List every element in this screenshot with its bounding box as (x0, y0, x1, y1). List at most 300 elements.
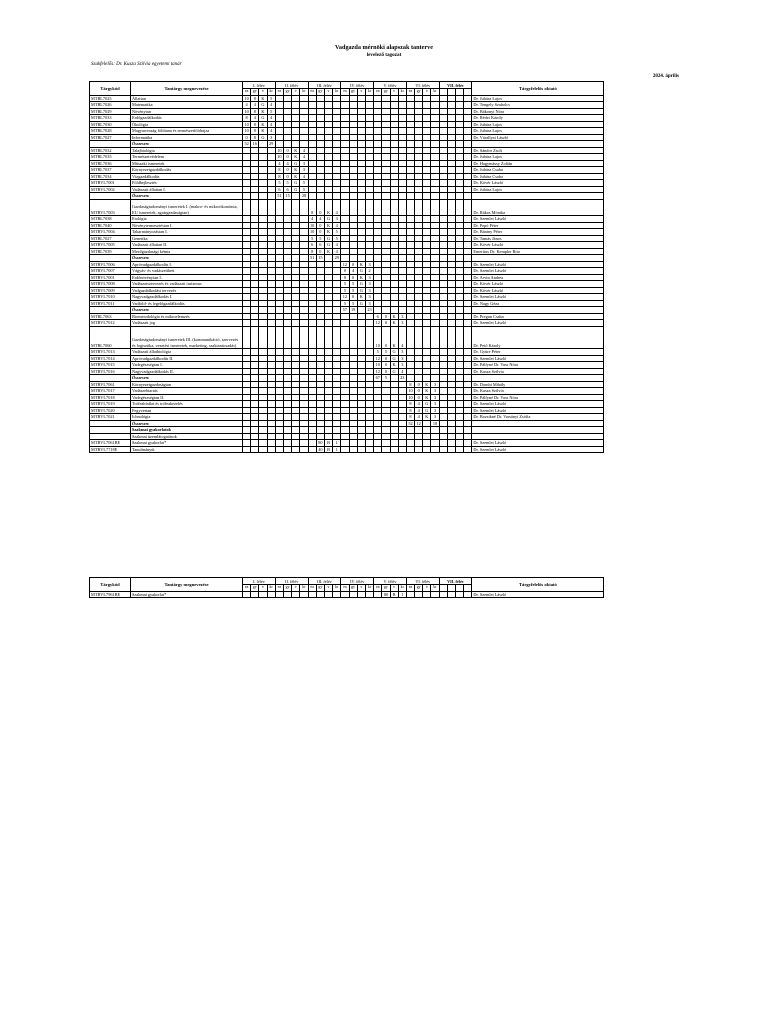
hours-cell: 10 (310, 229, 315, 235)
course-code: MTBVL7008 (90, 281, 131, 288)
course-code: MTBL7030 (90, 121, 131, 128)
hours-cell: 12 (375, 355, 380, 361)
course-code: MTBVL7961BE (90, 591, 131, 598)
hours-cell: 8 (406, 414, 414, 421)
hours-cell: 5 (382, 349, 390, 356)
hours-cell: 52 (244, 141, 249, 146)
hours-cell: 12 (375, 320, 380, 326)
course-code: MTBL7063 (90, 313, 131, 320)
course-owner: Dr. Bárány Péter (472, 229, 604, 236)
course-owner: Dr. Tamás János (472, 235, 604, 242)
course-owner: Dr. Kusza Szilvia (472, 368, 604, 375)
hours-cell: 5 (349, 287, 357, 294)
hours-cell (349, 326, 357, 348)
hours-cell (456, 446, 464, 453)
subtotal-label: Összesen: (131, 141, 243, 148)
hours-cell (357, 326, 365, 348)
hours-cell: 0 (382, 320, 390, 327)
hours-cell (275, 199, 283, 216)
hours-cell: 4 (267, 102, 275, 109)
hours-cell: 6 (374, 313, 382, 320)
header-sub: ea (275, 585, 283, 592)
course-name: Növénytermesztéstan I. (131, 222, 243, 229)
header-sub: gy (283, 89, 291, 96)
hours-cell: 4 (333, 242, 341, 249)
header-sub: ea (406, 585, 414, 592)
hours-cell (415, 199, 423, 216)
hours-cell (251, 326, 259, 348)
hours-cell (324, 326, 332, 348)
hours-cell: 4 (251, 102, 259, 109)
header-sub: ea (406, 89, 414, 96)
course-owner: Dr. Juhász Lajos (472, 121, 604, 128)
hours-cell: K (324, 222, 332, 229)
hours-cell (300, 326, 308, 348)
course-name: Biometodológia és mikroelemzés (131, 313, 243, 320)
hours-cell (423, 326, 431, 348)
hours-cell (439, 199, 447, 216)
hours-cell: K (292, 173, 300, 180)
header-sub: ea (243, 585, 251, 592)
header-sub: ea (341, 89, 349, 96)
hours-cell: 3 (365, 294, 373, 301)
hours-cell (341, 326, 349, 348)
course-code: MTBVL7010 (90, 294, 131, 301)
hours-cell: G (324, 216, 332, 223)
hours-cell: 4 (415, 401, 423, 408)
hours-cell: 23 (400, 375, 405, 381)
course-row (90, 326, 604, 348)
course-owner: Dr. Dombi Mihály (472, 381, 604, 388)
course-name: Természetvédelem (131, 154, 243, 161)
hours-cell: G (423, 401, 431, 408)
course-name: Nagyvadgazdálkodás II. (131, 368, 243, 375)
hours-cell (292, 326, 300, 348)
hours-cell: 29 (269, 141, 274, 146)
curriculum-table (89, 81, 604, 453)
header-sub: gy (415, 89, 423, 96)
header-sub: kr (398, 585, 406, 592)
hours-cell: 4 (333, 222, 341, 229)
header-sub: kr (365, 585, 373, 592)
hours-cell: 15 (318, 255, 323, 261)
course-code: MTBL7034 (90, 173, 131, 180)
course-code: MTBVL7001 (90, 274, 131, 281)
hours-cell: G (259, 115, 267, 122)
hours-cell: 0 (243, 134, 251, 141)
course-name: Vágyás- és vadászetikett (131, 268, 243, 275)
hours-cell: 3 (431, 414, 439, 421)
hours-cell: 0 (341, 268, 349, 275)
hours-cell (406, 326, 414, 348)
hours-cell (431, 446, 439, 453)
header-sub: kr (300, 585, 308, 592)
hours-cell: K (259, 128, 267, 135)
hours-cell: 5 (316, 235, 324, 242)
hours-cell: 5 (349, 281, 357, 288)
course-code: MTBVL7001 (90, 180, 131, 187)
hours-cell: 3 (365, 300, 373, 307)
header-code: Tárgykód (90, 578, 131, 592)
hours-cell: K (324, 248, 332, 255)
course-code: MTBVL7014 (90, 355, 131, 362)
hours-cell: 8 (406, 381, 414, 388)
course-name: Vadászati jog (131, 320, 243, 327)
hours-cell: 3 (431, 381, 439, 388)
hours-cell: 3 (431, 388, 439, 395)
course-owner: Dr. Gyüre Péter (472, 349, 604, 356)
header-semester: V. félév (374, 578, 407, 585)
course-code: MTBVL7718E (90, 446, 131, 453)
header-sub: v (259, 89, 267, 96)
course-code: MTBVL7003 (90, 199, 131, 216)
hours-cell: 5 (300, 186, 308, 193)
hours-cell: 8 (251, 134, 259, 141)
hours-cell: K (259, 121, 267, 128)
hours-cell: 8 (308, 248, 316, 255)
hours-cell: K (259, 108, 267, 115)
hours-cell: 16 (252, 141, 257, 146)
hours-cell: K (390, 326, 398, 348)
course-owner: Dr. Nagy Géza (472, 300, 604, 307)
hours-cell: 3 (300, 160, 308, 167)
hours-cell (382, 199, 390, 216)
hours-cell: K (292, 147, 300, 154)
hours-cell: 8 (251, 121, 259, 128)
hours-cell: 10 (244, 108, 249, 114)
course-owner: Dr. Kusza Szilvia (472, 388, 604, 395)
hours-cell: G (324, 235, 332, 242)
header-sub: v (292, 89, 300, 96)
hours-cell (267, 446, 275, 453)
hours-cell: 12 (342, 294, 348, 300)
course-row (90, 591, 604, 598)
hours-cell (365, 591, 373, 598)
hours-cell (308, 591, 316, 598)
hours-cell: G (292, 186, 300, 193)
hours-cell (243, 591, 251, 598)
hours-cell: K (324, 229, 332, 236)
header-sub: v (324, 585, 332, 592)
hours-cell (456, 591, 464, 598)
header-sub: gy (349, 89, 357, 96)
course-code: MTBVL7002 (90, 186, 131, 193)
header-sub: kr (333, 89, 341, 96)
hours-cell: 8 (251, 128, 259, 135)
subtotal-label: Összesen: (131, 420, 243, 427)
hours-cell (406, 446, 414, 453)
course-name: Etológia (131, 216, 243, 223)
header-sub: kr (431, 89, 439, 96)
course-owner: Dr. Szemlei László (472, 355, 604, 362)
hours-cell: 10 (244, 95, 249, 101)
hours-cell: 5 (349, 300, 357, 307)
course-code: MTBL7029 (90, 108, 131, 115)
hours-cell (447, 446, 455, 453)
course-name: Talajbiológia (131, 147, 243, 154)
header-code: Tárgykód (90, 82, 131, 96)
course-name: Környezetgazdálkodás (131, 167, 243, 174)
hours-cell: 0 (415, 394, 423, 401)
hours-cell: 4 (267, 121, 275, 128)
hours-cell: 8 (406, 401, 414, 408)
course-code: MTBVL7061BE (90, 440, 131, 447)
hours-cell: G (390, 355, 398, 362)
course-code: MTBVL7004 (90, 229, 131, 236)
hours-cell (398, 446, 406, 453)
header-sub: gy (382, 585, 390, 592)
hours-cell: K (423, 394, 431, 401)
hours-cell (300, 591, 308, 598)
hours-cell: 57 (342, 307, 348, 313)
header-sub: kr (431, 585, 439, 592)
subtotal-label: Összesen: (131, 375, 243, 382)
hours-cell: 0 (316, 248, 324, 255)
hours-cell (365, 199, 373, 216)
course-owner: Dr. Pálfyné Dr. Vass Nóra (472, 394, 604, 401)
hours-cell: 4 (300, 154, 308, 161)
course-name: Vadföld- és legelőgazdálkodás (131, 300, 243, 307)
hours-cell: G (390, 349, 398, 356)
hours-cell: 12 (342, 261, 348, 267)
course-name: Informatika (131, 134, 243, 141)
hours-cell (292, 446, 300, 453)
header-sub: kr (333, 585, 341, 592)
header-sub: v (357, 89, 365, 96)
hours-cell (243, 199, 251, 216)
course-code: MTBVL7020 (90, 407, 131, 414)
hours-cell (357, 591, 365, 598)
hours-cell: 10 (374, 326, 382, 348)
course-name: Nagyvadgazdálkodás I. (131, 294, 243, 301)
hours-cell (259, 199, 267, 216)
course-code: MTBVL7006 (90, 261, 131, 268)
hours-cell (251, 446, 259, 453)
course-code: MTBVL7015 (90, 362, 131, 369)
course-name: Vadászati állattan II. (131, 242, 243, 249)
hours-cell: 10 (408, 394, 413, 400)
hours-cell: G (357, 268, 365, 275)
course-name: Ichnológia (131, 414, 243, 421)
course-owner: Dr. Kövér László (472, 242, 604, 249)
course-code: MTBL7026 (90, 102, 131, 109)
hours-cell: 23 (367, 307, 372, 313)
course-name: Vadászati állatbiológia (131, 349, 243, 356)
hours-cell: 1 (333, 440, 341, 447)
hours-cell (423, 591, 431, 598)
header-sub: v (259, 585, 267, 592)
hours-cell: K (357, 294, 365, 301)
hours-cell (357, 446, 365, 453)
hours-cell (259, 446, 267, 453)
hours-cell: 8 (308, 199, 316, 216)
hours-cell: K (292, 167, 300, 174)
course-name: Vadegészségtan I. (131, 362, 243, 369)
course-owner: Dr. Hagymássy Zoltán (472, 160, 604, 167)
hours-cell (308, 446, 316, 453)
hours-cell: B (390, 591, 398, 598)
header-semester: VI. félév (406, 82, 439, 89)
subtotal-label: Összesen: (131, 193, 243, 200)
hours-cell: 4 (333, 199, 341, 216)
course-name: Tanulmányút (131, 446, 243, 453)
header-sub: v (423, 89, 431, 96)
hours-cell: 3 (267, 134, 275, 141)
hours-cell: 0 (283, 154, 291, 161)
hours-cell: 0 (382, 362, 390, 369)
hours-cell (464, 446, 472, 453)
course-owner: Dr. Juhász Lajos (472, 128, 604, 135)
hours-cell (259, 326, 267, 348)
hours-cell (243, 446, 251, 453)
hours-cell: G (390, 368, 398, 375)
course-owner: Dr. Kövér László (472, 180, 604, 187)
document-title: Vadgazda mérnöki alapszak tanterve (335, 44, 433, 51)
header-sub: kr (267, 89, 275, 96)
header-row (90, 82, 604, 89)
header-sub: kr (398, 89, 406, 96)
course-code: MTBL7033 (90, 115, 131, 122)
hours-cell: 5 (374, 349, 382, 356)
hours-cell: 5 (267, 108, 275, 115)
course-owner: Dr. Juhász Lajos (472, 154, 604, 161)
course-owner: Emeritus Dr. Kempler Rita (472, 248, 604, 255)
course-code: MTBL7060 (90, 326, 131, 348)
header-sub: gy (415, 585, 423, 592)
hours-cell: 5 (300, 180, 308, 187)
hours-cell: K (357, 274, 365, 281)
hours-cell (275, 446, 283, 453)
hours-cell: K (423, 381, 431, 388)
course-name: Szakmai gyakorlat* (131, 440, 243, 447)
hours-cell (431, 326, 439, 348)
hours-cell: K (423, 388, 431, 395)
course-owner: Dr. Szemlei László (472, 268, 604, 275)
header-semester: I. félév (243, 578, 276, 585)
course-code: MTBVL7007 (90, 268, 131, 275)
hours-cell (316, 591, 324, 598)
hours-cell: 3 (365, 261, 373, 268)
hours-cell (365, 326, 373, 348)
hours-cell: 0 (283, 173, 291, 180)
course-name: Genetika (131, 235, 243, 242)
header-semester: V. félév (374, 82, 407, 89)
hours-cell: 3 (431, 401, 439, 408)
course-owner: Dr. Szemlei László (472, 320, 604, 327)
hours-cell: 4 (251, 115, 259, 122)
course-code: MTBVL7021 (90, 414, 131, 421)
hours-cell (308, 326, 316, 348)
hours-cell (292, 591, 300, 598)
course-owner: Dr. Pregun Csaba (472, 313, 604, 320)
hours-cell (341, 591, 349, 598)
hours-cell: 4 (415, 407, 423, 414)
course-owner: Dr. Pálfyné Dr. Vass Nóra (472, 362, 604, 369)
course-owner: Dr. Rédei Károly (472, 115, 604, 122)
hours-cell (349, 591, 357, 598)
header-owner: Tárgyfelelős oktató (472, 82, 604, 96)
hours-cell: 3 (398, 313, 406, 320)
hours-cell (267, 199, 275, 216)
hours-cell (415, 591, 423, 598)
hours-cell: 3 (365, 274, 373, 281)
course-code: MTBL7036 (90, 160, 131, 167)
course-owner: Dr. Juhász Lajos (472, 95, 604, 102)
hours-cell: 0 (316, 199, 324, 216)
hours-cell: 5 (341, 281, 349, 288)
hours-cell: K (292, 154, 300, 161)
course-code: MTBL7038 (90, 216, 131, 223)
hours-cell: 10 (310, 222, 315, 228)
course-owner: Dr. Szemlei László (472, 591, 604, 598)
header-sub: v (357, 585, 365, 592)
course-name: Növénytan (131, 108, 243, 115)
header-semester: IV. félév (341, 82, 374, 89)
hours-cell (439, 446, 447, 453)
hours-cell: 5 (341, 287, 349, 294)
course-code: MTBL7027 (90, 134, 131, 141)
hours-cell: K (324, 199, 332, 216)
hours-cell: 0 (349, 274, 357, 281)
course-owner: Dr. Bozsikné Dr. Varsányi Zsófia (472, 414, 604, 421)
hours-cell: 8 (275, 167, 283, 174)
hours-cell: 6 (283, 186, 291, 193)
hours-cell (333, 326, 341, 348)
course-owner: Dr. Bákonyi Nóra (472, 108, 604, 115)
hours-cell: 3 (398, 320, 406, 327)
course-owner: Dr. Várallyai László (472, 134, 604, 141)
hours-cell: B (324, 446, 332, 453)
subtotal-label: Összesen: (131, 255, 243, 262)
hours-cell: 5 (341, 300, 349, 307)
course-owner: Dr. Rákos Mónika (472, 199, 604, 216)
hours-cell: 80 (318, 440, 323, 446)
hours-cell: 4 (415, 414, 423, 421)
hours-cell (374, 446, 382, 453)
hours-cell: 5 (333, 229, 341, 236)
header-semester: II. félév (275, 82, 308, 89)
header-sub: ea (308, 585, 316, 592)
course-owner: Dr. Szemlei László (472, 294, 604, 301)
hours-cell: K (357, 261, 365, 268)
hours-cell: 3 (300, 167, 308, 174)
hours-cell: 0 (316, 222, 324, 229)
hours-cell (283, 199, 291, 216)
hours-cell: 51 (310, 255, 315, 261)
hours-cell: 19 (350, 307, 356, 313)
hours-cell (333, 591, 341, 598)
hours-cell: G (357, 287, 365, 294)
header-sub: gy (316, 89, 324, 96)
hours-cell (251, 591, 259, 598)
course-name: Trófeabírálat és trófeakezelés (131, 401, 243, 408)
hours-cell (456, 199, 464, 216)
course-owner: Dr. Szemlei László (472, 401, 604, 408)
header-sub: v (390, 585, 398, 592)
hours-cell: 3 (333, 216, 341, 223)
hours-cell (464, 199, 472, 216)
hours-cell: 80 (383, 591, 389, 597)
course-owner: Dr. Juhász Csaba (472, 167, 604, 174)
hours-cell (365, 446, 373, 453)
header-semester: III. félév (308, 578, 341, 585)
hours-cell: 8 (341, 274, 349, 281)
program-director: Szakfelelős: Dr. Kusza Szilvia egyetemi tanár (91, 62, 182, 67)
hours-cell: 4 (398, 326, 406, 348)
course-owner: Dr. Pető Károly (472, 326, 604, 348)
course-owner: Dr. Tengely Szabolcs (472, 102, 604, 109)
course-code: MTBVL7011 (90, 300, 131, 307)
